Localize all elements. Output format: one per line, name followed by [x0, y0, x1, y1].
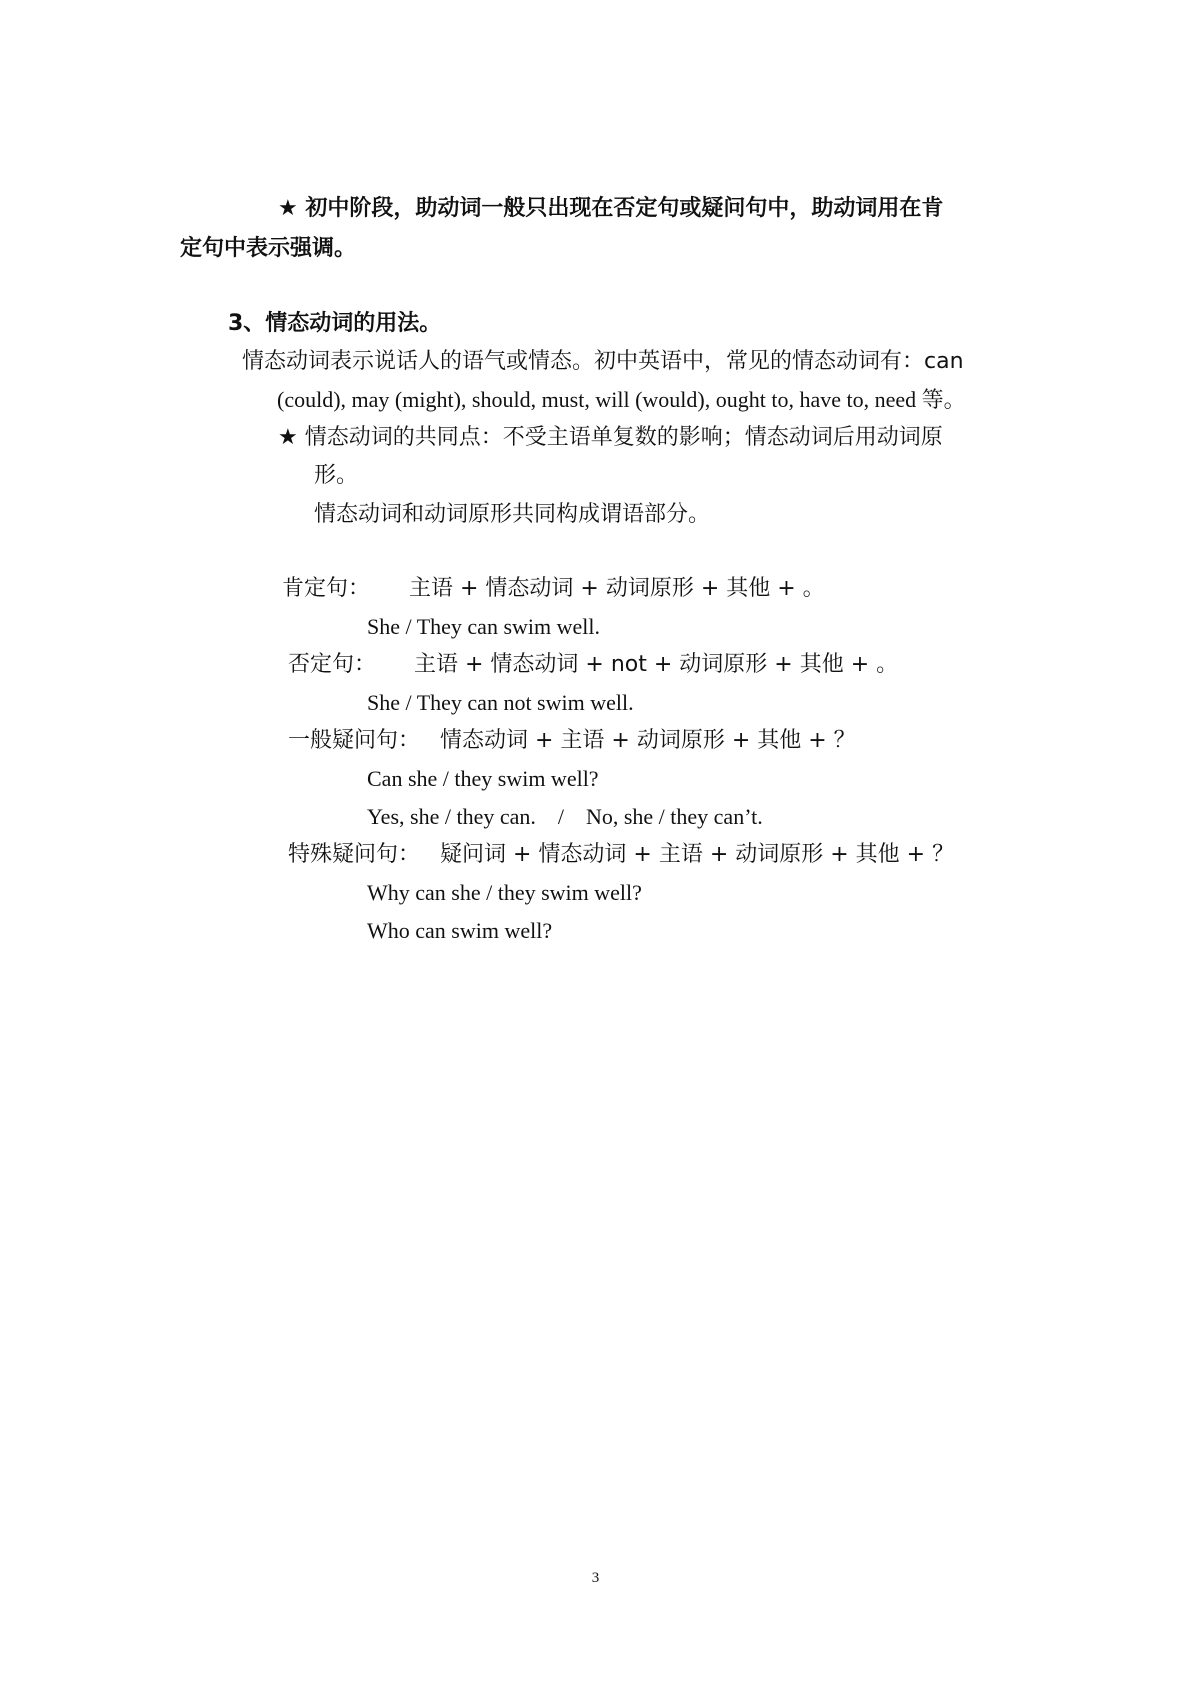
- intro-line-2: (could), may (might), should, must, will (would), ought to, have to, need 等。: [277, 387, 966, 412]
- negative-formula: 主语 + 情态动词 + not + 动词原形 + 其他 + 。: [414, 652, 899, 677]
- special-question-formula: 疑问词 + 情态动词 + 主语 + 动词原形 + 其他 + ？: [440, 842, 955, 867]
- general-question-label: 一般疑问句：: [288, 728, 421, 753]
- star-line-2: 形。: [314, 463, 359, 488]
- special-question-example-2: Who can swim well?: [367, 918, 553, 943]
- special-question-label: 特殊疑问句：: [288, 842, 421, 867]
- star-line-3: 情态动词和动词原形共同构成谓语部分。: [314, 502, 711, 527]
- general-question-answer: Yes, she / they can. / No, she / they can’t.: [367, 804, 763, 829]
- affirmative-formula: 主语 + 情态动词 + 动词原形 + 其他 + 。: [409, 576, 825, 601]
- special-question-example-1: Why can she / they swim well?: [367, 880, 642, 905]
- intro-line-1: 情态动词表示说话人的语气或情态。初中英语中，常见的情态动词有：can: [242, 349, 964, 374]
- general-question-example: Can she / they swim well?: [367, 766, 599, 791]
- star-line-1: ★ 情态动词的共同点：不受主语单复数的影响；情态动词后用动词原: [278, 425, 943, 450]
- negative-label: 否定句：: [288, 652, 377, 677]
- note-line-1: ★ 初中阶段，助动词一般只出现在否定句或疑问句中，助动词用在肯: [278, 196, 944, 221]
- affirmative-label: 肯定句：: [282, 576, 371, 601]
- affirmative-example: She / They can swim well.: [367, 614, 600, 639]
- note-line-2: 定句中表示强调。: [180, 236, 357, 261]
- general-question-formula: 情态动词 + 主语 + 动词原形 + 其他 + ？: [440, 728, 856, 753]
- section-heading: 3、情态动词的用法。: [228, 311, 442, 336]
- page-number: 3: [591, 1570, 600, 1586]
- negative-example: She / They can not swim well.: [367, 690, 634, 715]
